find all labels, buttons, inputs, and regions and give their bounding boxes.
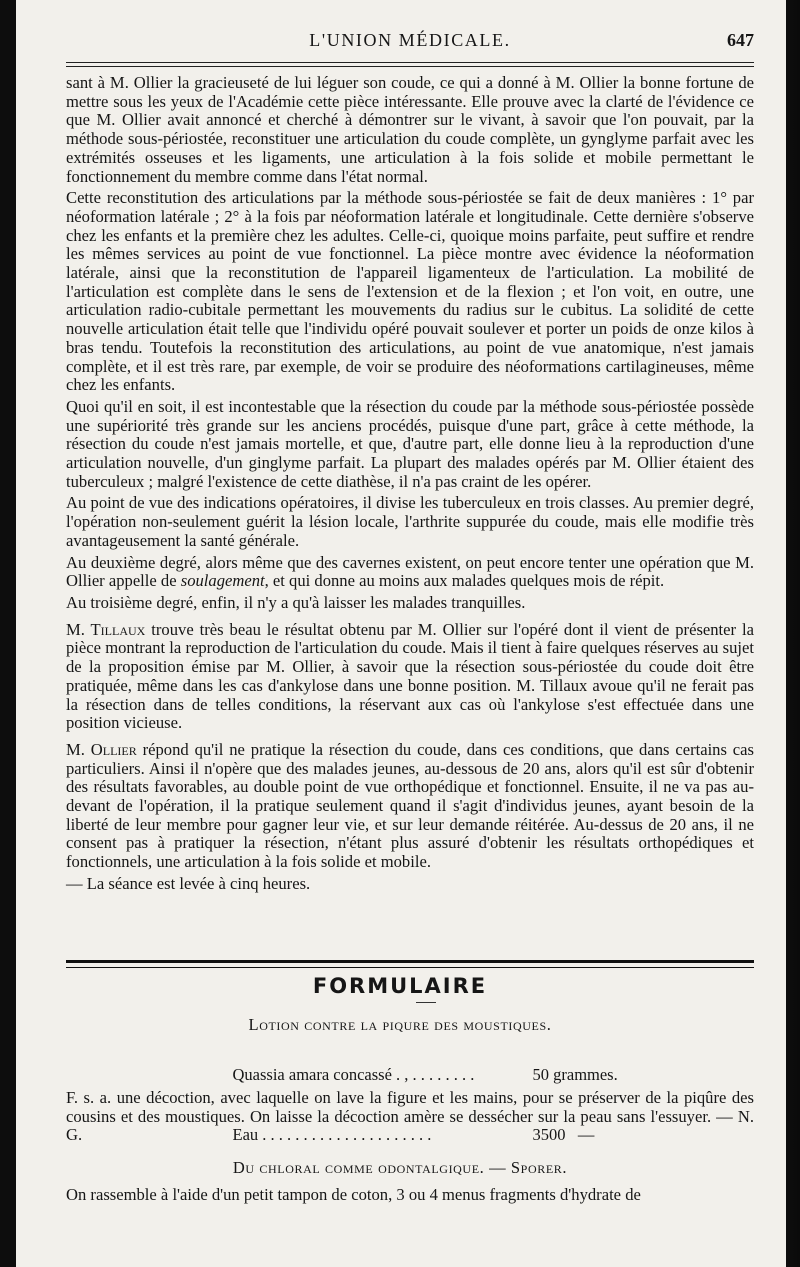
ingredient-name: Quassia amara concassé . , . . . . . . . . <box>232 1065 475 1084</box>
paragraph-text: trouve très beau le résultat obtenu par M. Ollier sur l'opéré dont il vient de présenter la pièce montrant la reproduction de l'articulation du coude. Mais il tient à faire quelques réserves au sujet de la proposition émise par M. Ollier, à savoir que la résection sous-périostée du coude doit être pratiquée, même dans les cas d'ankylose dans une bonne position. M. Tillaux avoue qu'il ne ferait pas la résection dans de telles conditions, la réservant aux cas où l'ankylose s'est effectuée dans une position vicieuse. <box>66 619 754 733</box>
paragraph <box>66 741 754 872</box>
paragraph <box>66 621 754 733</box>
article-body <box>66 74 754 897</box>
running-title: L'UNION MÉDICALE. <box>309 30 511 50</box>
header-rule <box>66 62 754 67</box>
closing-line: — La séance est levée à cinq heures. <box>66 873 311 893</box>
ingredient-quantity: 50 grammes. <box>532 1065 618 1084</box>
paragraph-text: répond qu'il ne pratique la résection du coude, dans ces conditions, que dans certains cas particuliers. Ainsi il n'opère que des malades jeunes, au-dessous de 20 ans, alors qu'il est sûr d'obtenir des résultats favorables, au double point de vue orthopédique et fonctionnel. Ensuite, il ne va pas au-devant de l'opération, il la pratique seulement quand il s'agit d'individus jeunes, ayant besoin de la liberté de leur membre pour gagner leur vie, et sur leur demande réitérée. Au-dessus de 20 ans, il ne consent pas à pratiquer la résection, n'étant plus assuré d'obtenir les résultats orthopédiques et fonctionnels, une articulation à la fois solide et mobile. <box>66 739 754 872</box>
ingredient-quantity: 3500 — <box>532 1125 595 1144</box>
recipe-title: Du chloral comme odontalgique. — Sporer. <box>232 1158 568 1177</box>
recipe-text: On rassemble à l'aide d'un petit tampon de coton, 3 ou 4 menus fragments d'hydrate de <box>66 1185 641 1204</box>
ingredient-name: Eau . . . . . . . . . . . . . . . . . . . . . <box>232 1125 432 1144</box>
paragraph <box>66 554 754 591</box>
page-number: 647 <box>727 30 754 50</box>
speaker-name: M. Tillaux <box>66 619 146 639</box>
speaker-name: M. Ollier <box>66 739 137 759</box>
short-divider <box>416 1002 436 1003</box>
paragraph: Quoi qu'il en soit, il est incontestable que la résection du coude par la méthode sous-périostée possède une supériorité très grande sur les anciens procédés, puisque d'une part, grâce à cette méthode, la résection du coude n'est jamais mortelle, et que, d'autre part, elle donne lieu à la reproduction d'une articulation nouvelle, d'un ginglyme parfait. La plupart des malades opérés par M. Ollier étaient des tuberculeux ; malgré l'existence de cette diathèse, il n'a pas craint de les opérer. <box>66 396 754 491</box>
section-title: FORMULAIRE <box>312 974 488 998</box>
paragraph: Au point de vue des indications opératoires, il divise les tuberculeux en trois classes. Au premier degré, l'opération non-seulement guérit la lésion locale, l'arthrite suppurée du coude, mais elle modifie très avantageusement la santé générale. <box>66 493 754 550</box>
section-rule <box>66 960 754 968</box>
page-header <box>66 30 754 60</box>
paragraph-text: Au deuxième degré, alors même que des cavernes existent, on peut encore tenter une opération que M. Ollier appelle de <box>66 552 754 591</box>
recipe-text: F. s. a. une décoction, avec laquelle on lave la figure et les mains, pour se préserver de la piqûre des cousins et des moustiques. On laisse la décoction amère se dessécher sur la peau sans l'essuyer. — N. G. <box>66 1088 754 1145</box>
emphasis: soulagement <box>180 571 265 591</box>
page-edge-shadow <box>786 0 800 1267</box>
paragraph-text: , et qui donne au moins aux malades quelques mois de répit. <box>264 571 665 591</box>
paragraph: Au troisième degré, enfin, il n'y a qu'à laisser les malades tranquilles. <box>66 592 526 612</box>
paragraph: Cette reconstitution des articulations par la méthode sous-périostée se fait de deux manières : 1° par néoformation latérale ; 2° à la fois par néoformation latérale et longitudinale. Cette dernière s'observe chez les enfants et la première chez les adultes. Celle-ci, quoique moins parfaite, peut suffire et rendre les mêmes services au point de vue fonctionnel. La pièce montre avec évidence la néoformation latérale, ainsi que la reconstitution de l'appareil ligamenteux de l'articulation. La mobilité de l'articulation est complète dans le sens de l'extension et de la flexion ; et l'on voit, en outre, une articulation radio-cubitale permettant les mouvements du radius sur le cubitus. La solidité de cette nouvelle articulation était telle que l'individu opéré pouvait soulever et porter un poids de onze kilos à bras tendu. Toutefois la reconstitution des articulations, au point de vue anatomique, n'est jamais complète, et il est très rare, par exemple, de voir se produire des néoformations cartilagineuses, même chez les enfants. <box>66 188 754 395</box>
paragraph: sant à M. Ollier la gracieuseté de lui léguer son coude, ce qui a donné à M. Ollier la bonne fortune de mettre sous les yeux de l'Académie cette pièce intéressante. Elle prouve avec la clarté de l'évidence ce que M. Ollier avait annoncé et cherché à démontrer sur le vivant, à savoir que l'on pouvait, par la méthode sous-périostée, reconstituer une articulation du coude complète, un gynglyme parfait avec les extrémités osseuses et les ligaments, une articulation à la fois solide et mobile permettant le fonctionnement du membre comme dans l'état normal. <box>66 73 754 186</box>
recipe-title: Lotion contre la piqure des moustiques. <box>248 1015 552 1034</box>
